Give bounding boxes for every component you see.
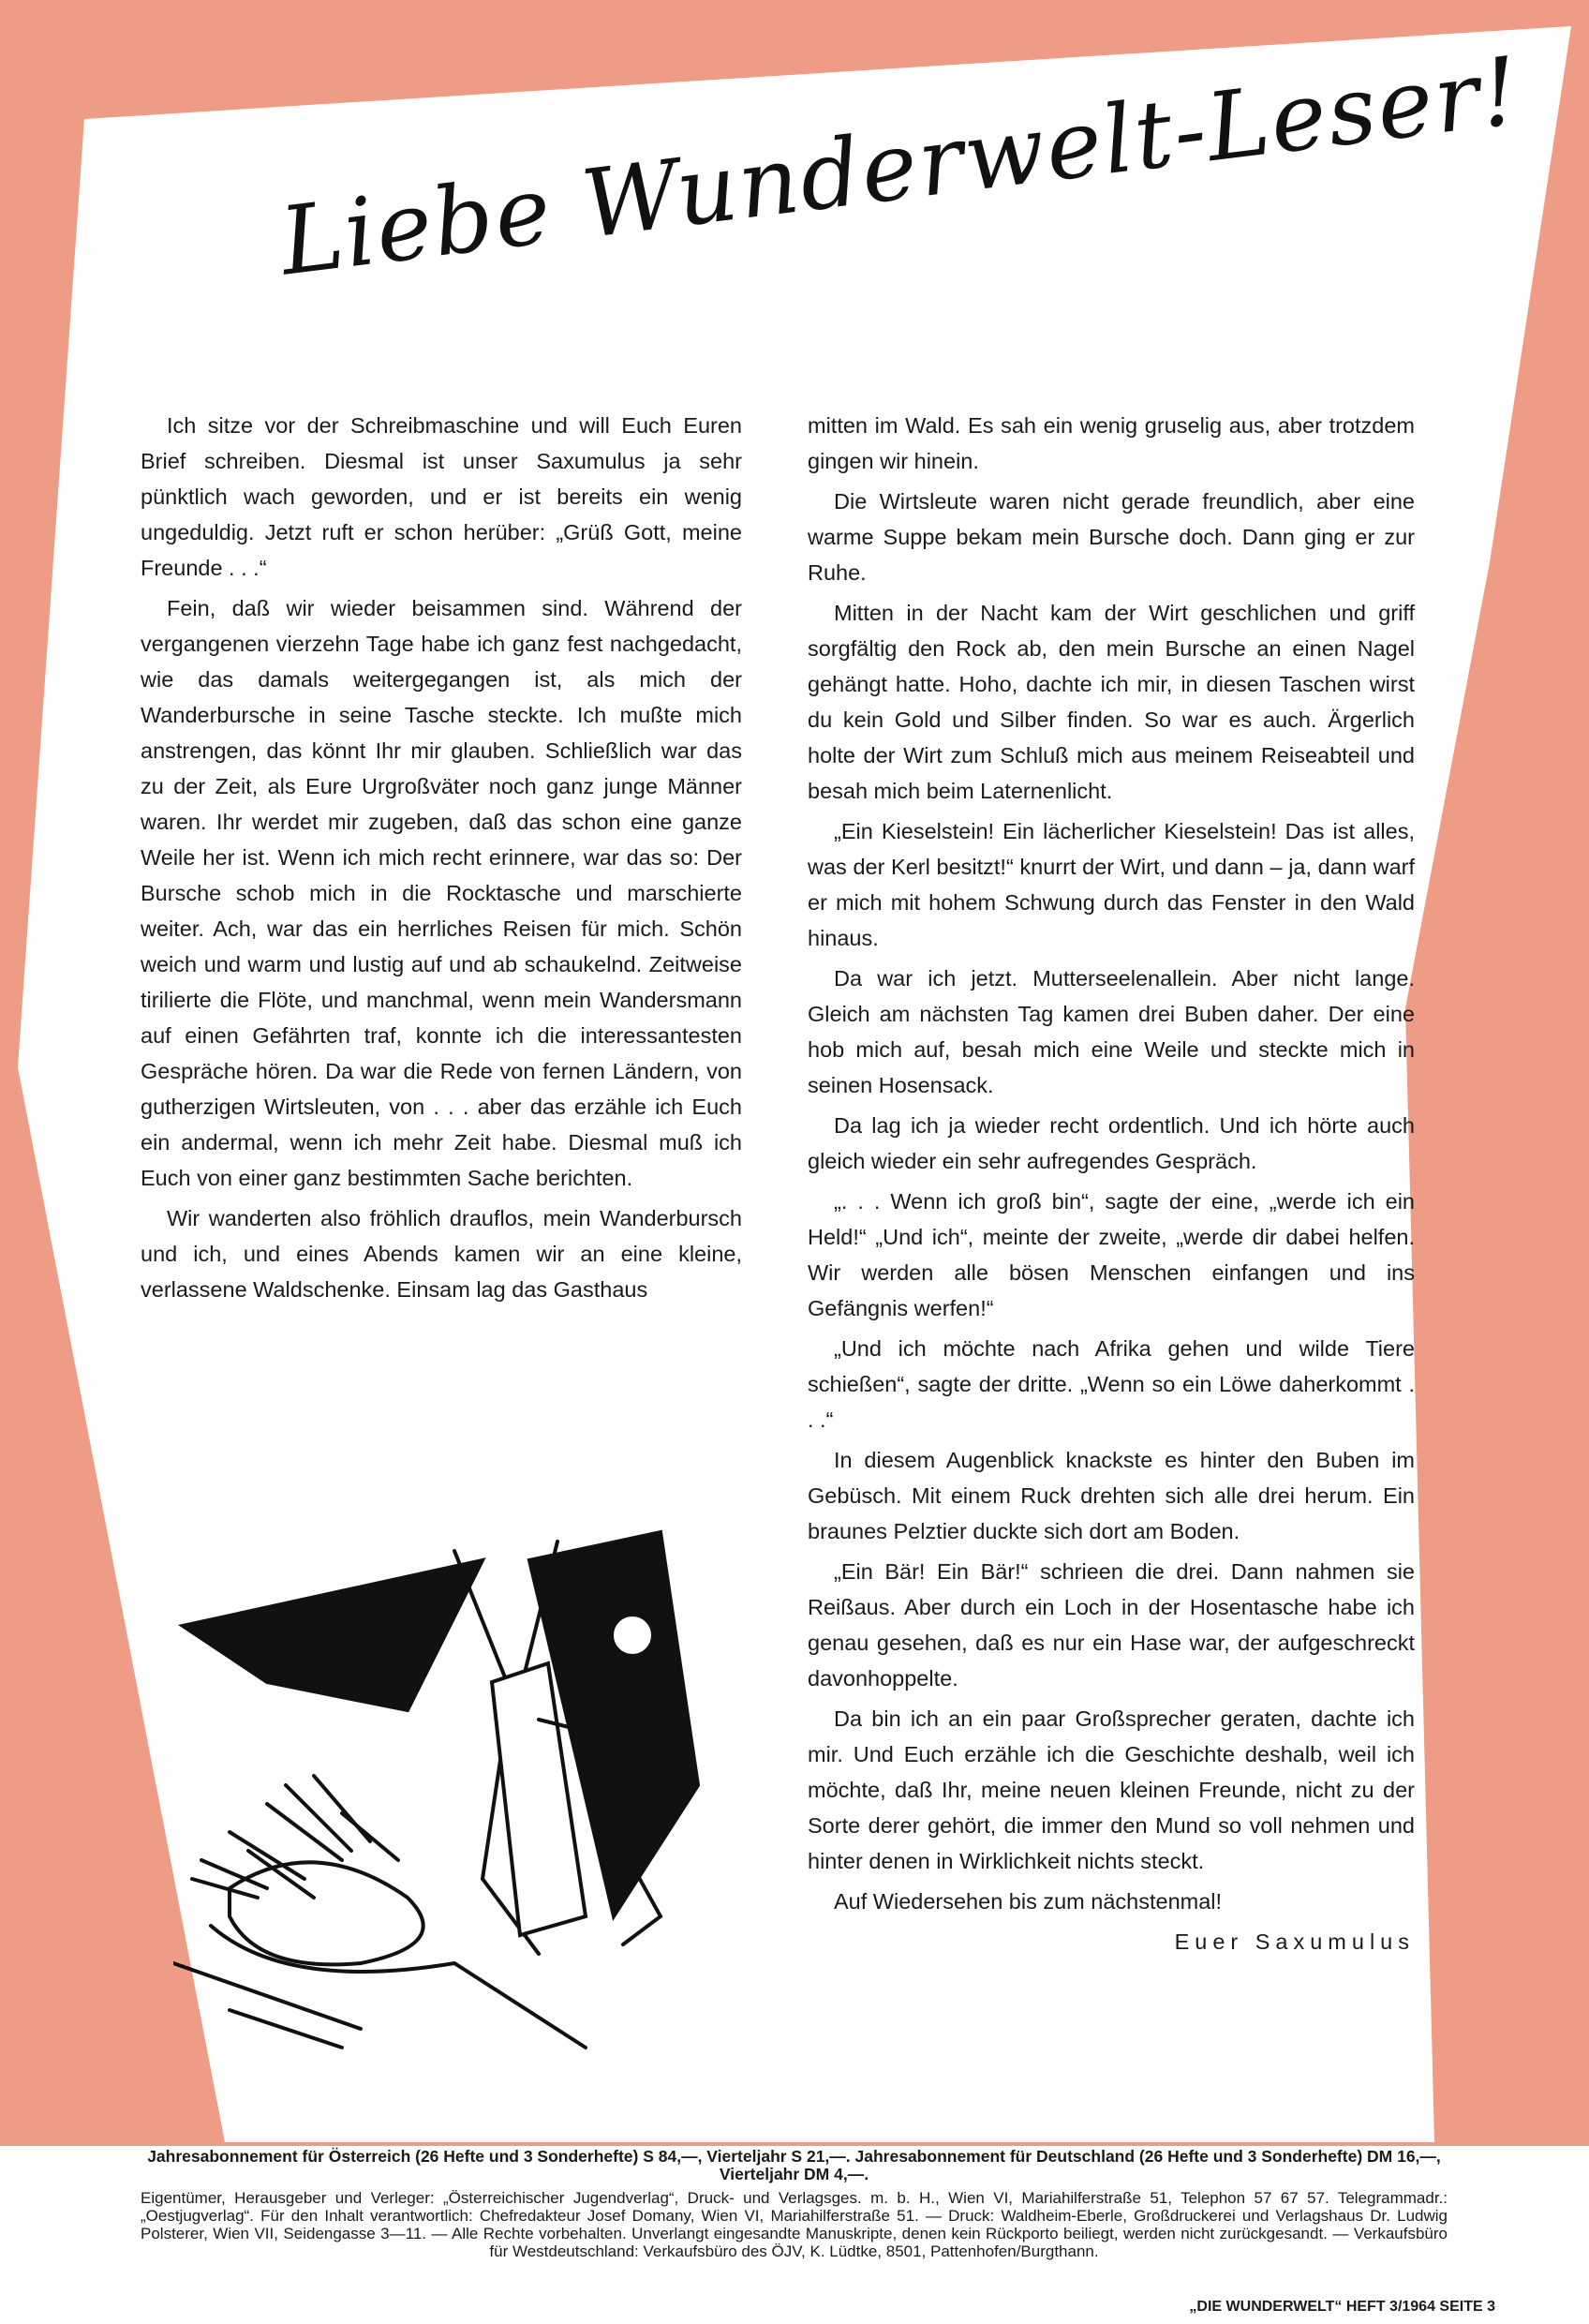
- right-column: [808, 408, 1415, 1964]
- left-column: [141, 408, 742, 1312]
- paragraph: Wir wanderten also fröhlich drauflos, mein Wanderbursch und ich, und eines Abends kamen wir an eine kleine, verlassene Waldschenke. Einsam lag das Gasthaus: [141, 1206, 742, 1302]
- paragraph: mitten im Wald. Es sah ein wenig gruselig aus, aber trotzdem gingen wir hinein.: [808, 413, 1415, 473]
- paragraph: „. . . Wenn ich groß bin“, sagte der eine, „werde ich ein Held!“ „Und ich“, meinte der zweite, „werde dir dabei helfen. Wir werden alle bösen Menschen einfangen und ins Gefängnis werfen!“: [808, 1189, 1415, 1320]
- paragraph: Mitten in der Nacht kam der Wirt geschlichen und griff sorgfältig den Rock ab, den mein Bursche an einen Nagel gehängt hatte. Hoho, dachte ich mir, in diesen Taschen wirst du kein Gold und Silber finden. So war es auch. Ärgerlich holte der Wirt zum Schluß mich aus meinem Reiseabteil und besah mich beim Laternenlicht.: [808, 601, 1415, 803]
- paragraph: „Ein Bär! Ein Bär!“ schrieen die drei. Dann nahmen sie Reißaus. Aber durch ein Loch in der Hosentasche habe ich genau gesehen, daß es nur ein Hase war, der aufgeschreckt davonhoppelte.: [808, 1559, 1415, 1691]
- paragraph: „Ein Kieselstein! Ein lächerlicher Kieselstein! Das ist alles, was der Kerl besitzt!“ knurrt der Wirt, und dann – ja, dann warf er mich mit hohem Schwung durch das Fenster in den Wald hinaus.: [808, 819, 1415, 950]
- paragraph: In diesem Augenblick knackste es hinter den Buben im Gebüsch. Mit einem Ruck drehten sich alle drei herum. Ein braunes Pelztier duckte sich dort am Boden.: [808, 1448, 1415, 1543]
- subscription-info: Jahresabonnement für Österreich (26 Hefte und 3 Sonderhefte) S 84,—, Vierteljahr S 21,—. Jahresabonnement für Deutschland (26 Hefte und 3 Sonderhefte) DM 16,—, Vierteljahr DM 4,—.: [147, 2147, 1441, 2183]
- paragraph: Da war ich jetzt. Mutterseelenallein. Aber nicht lange. Gleich am nächsten Tag kamen drei Buben daher. Der eine hob mich auf, besah mich eine Weile und steckte mich in seinen Hosensack.: [808, 966, 1415, 1097]
- paragraph: Die Wirtsleute waren nicht gerade freundlich, aber eine warme Suppe bekam mein Bursche doch. Dann ging er zur Ruhe.: [808, 489, 1415, 585]
- imprint: Eigentümer, Herausgeber und Verleger: „Österreichischer Jugendverlag“, Druck- und Verlagsges. m. b. H., Wien VI, Mariahilferstraße 51, Telephon 57 67 57. Telegrammadr.: „Oestjugverlag“. Für den Inhalt verantwortlich: Chefredakteur Josef Domany, Wien VI, Mariahilferstraße 51. — Druck: Waldheim-Eberle, Großdruckerei und Verlagshaus Dr. Ludwig Polsterer, Wien VII, Seidengasse 3—11. — Alle Rechte vorbehalten. Unverlangt eingesandte Manuskripte, denen kein Rückporto beiliegt, werden nicht zurückgesandt. — Verkaufsbüro für Westdeutschland: Verkaufsbüro des ÖJV, K. Lüdtke, 8501, Pattenhofen/Burgthann.: [141, 2189, 1448, 2260]
- paragraph: Auf Wiedersehen bis zum nächstenmal!: [834, 1889, 1223, 1914]
- page-reference: „DIE WUNDERWELT“ HEFT 3/1964 SEITE 3: [1189, 2299, 1495, 2315]
- ink-illustration-innkeeper: [173, 1523, 764, 2057]
- signature: Euer Saxumulus: [1174, 1929, 1415, 1954]
- paragraph: Da lag ich ja wieder recht ordentlich. Und ich hörte auch gleich wieder ein sehr aufregendes Gespräch.: [808, 1113, 1415, 1173]
- paragraph: „Und ich möchte nach Afrika gehen und wilde Tiere schießen“, sagte der dritte. „Wenn so ein Löwe daherkommt . . .“: [808, 1336, 1415, 1432]
- page-title: Liebe Wunderwelt-Leser!: [274, 36, 1527, 297]
- paragraph: Fein, daß wir wieder beisammen sind. Während der vergangenen vierzehn Tage habe ich ganz fest nachgedacht, wie das damals weitergegangen ist, als mich der Wanderbursche in seine Tasche steckte. Ich mußte mich anstrengen, das könnt Ihr mir glauben. Schließlich war das zu der Zeit, als Eure Urgroßväter noch ganz junge Männer waren. Ihr werdet mir zugeben, daß das schon eine ganze Weile her ist. Wenn ich mich recht erinnere, war das so: Der Bursche schob mich in die Rocktasche und marschierte weiter. Ach, war das ein herrliches Reisen für mich. Schön weich und warm und lustig auf und ab schaukelnd. Zeitweise tirilierte die Flöte, und manchmal, wenn mein Wandersmann auf einen Gefährten traf, konnte ich die interessantesten Gespräche hören. Da war die Rede von fernen Ländern, von gutherzigen Wirtsleuten, von . . . aber das erzähle ich Euch ein andermal, wenn ich mehr Zeit habe. Diesmal muß ich Euch von einer ganz bestimmten Sache berichten.: [141, 596, 742, 1190]
- paragraph: Ich sitze vor der Schreibmaschine und will Euch Euren Brief schreiben. Diesmal ist unser Saxumulus ja sehr pünktlich wach geworden, und er ist bereits ein wenig ungeduldig. Jetzt ruft er schon herüber: „Grüß Gott, meine Freunde . . .“: [141, 413, 742, 580]
- paragraph: Da bin ich an ein paar Großsprecher geraten, dachte ich mir. Und Euch erzähle ich die Geschichte deshalb, weil ich möchte, daß Ihr, meine neuen kleinen Freunde, nicht zu der Sorte derer gehört, die immer den Mund so voll nehmen und hinter denen in Wirklichkeit nichts steckt.: [808, 1706, 1415, 1873]
